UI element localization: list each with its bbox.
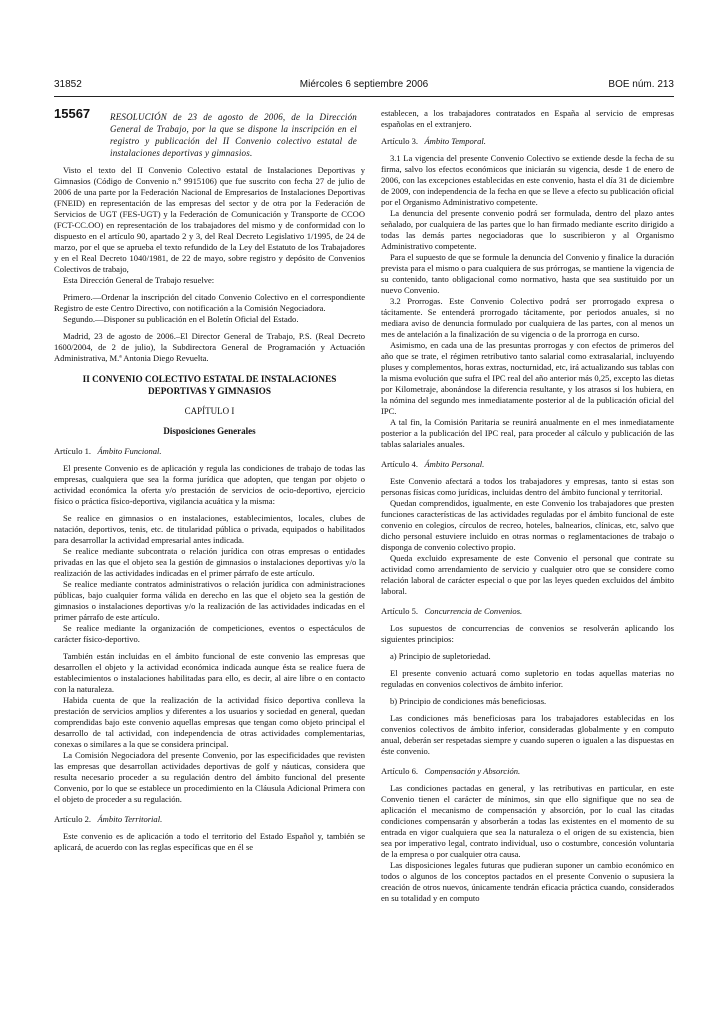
- paragraph: Este Convenio afectará a todos los trabajadores y empresas, tanto si estas son personas físicas como jurídicas, incluidas dentro del ámbito funcional y territorial.: [381, 476, 674, 497]
- paragraph: Se realice mediante subcontrata o relación jurídica con otras empresas o entidades privadas en las que el objeto sea la gestión de gimnasios o instalaciones deportivas y/o la realización de las actividades indicadas en el primer párrafo de este artículo.: [54, 546, 365, 578]
- resolution-number: 15567: [54, 106, 91, 121]
- paragraph: El presente convenio actuará como supletorio en todas aquellas materias no reguladas en convenios colectivos de ámbito inferior.: [381, 668, 674, 689]
- paragraph: Los supuestos de concurrencias de convenios se resolverán aplicando los siguientes principios:: [381, 623, 674, 644]
- right-column: [381, 108, 674, 904]
- paragraph: A tal fin, la Comisión Paritaria se reunirá anualmente en el mes inmediatamente posterior a la publicación del IPC real, para proceder al cálculo y publicación de las tablas salariales anuales.: [381, 417, 674, 449]
- paragraph: Asimismo, en cada una de las presuntas prorrogas y con efectos de primeros del año que se trate, el régimen retributivo tanto salarial como extrasalarial, incluyendo pluses y complementos, horas extras, nocturnidad, etc, irá actualizando sus tablas con la misma evolución que sufra el IPC real del año anterior más 0,25, excepto las dietas por Kilometraje, abonándose la diferencia resultante, y los atrasos si los hubiera, en la nómina del segundo mes inmediatamente posterior al de la publicación oficial del IPC.: [381, 340, 674, 416]
- article-heading: Artículo 5. Concurrencia de Convenios.: [381, 606, 523, 616]
- paragraph: Las condiciones más beneficiosas para los trabajadores establecidas en los convenios colectivos de ámbito inferior, consideradas globalmente y en computo anual, deberán ser respetadas siempre y cuando superen o igualen a las dispuestas en éste convenio.: [381, 713, 674, 756]
- paragraph: Quedan comprendidos, igualmente, en este Convenio los trabajadores que presten funciones características de las actividades reguladas por el ámbito funcional de este convenio en colegios, círculos de recreo, hoteles, balnearios, clínicas, etc, salvo que dicho personal estuviere incluido en otras normas o reglamentaciones de trabajo o disponga de convenio colectivo propio.: [381, 498, 674, 552]
- paragraph: Se realice en gimnasios o en instalaciones, establecimientos, locales, clubes de natación, deportivos, tenis, etc. de titularidad pública o privada, equipados o habilitados para desarrollar la actividad empresarial antes indicada.: [54, 513, 365, 545]
- paragraph: Las disposiciones legales futuras que pudieran suponer un cambio económico en todos o algunos de los conceptos pactados en el presente Convenio o supusiera la creación de otros nuevos, únicamente tendrán eficacia práctica cuando, considerados en su totalidad y en computo: [381, 860, 674, 903]
- article-heading: Artículo 3. Ámbito Temporal.: [381, 136, 486, 146]
- paragraph: Queda excluido expresamente de este Convenio el personal que contrate su actividad como arrendamiento de servicio y cualquier otro que se considere como relación laboral de carácter especial o que por las leyes queden excluidos del ámbito laboral.: [381, 553, 674, 596]
- resolution-heading: [54, 108, 365, 156]
- paragraph: Habida cuenta de que la realización de la actividad físico deportiva conlleva la prestación de servicios amplios y diferentes a los usuarios y sociedad en general, quedan comprendidas bajo este convenio aquellas empresas que tengan como objeto principal el desarrollo de tal actividad, con independencia de otras actividades complementarias, conexas o similares a la que se considera principal.: [54, 695, 365, 749]
- paragraph: Este convenio es de aplicación a todo el territorio del Estado Español y, también se aplicará, de acuerdo con las reglas específicas que en él se: [54, 831, 365, 852]
- paragraph: establecen, a los trabajadores contratados en España al servicio de empresas españolas en el extranjero.: [381, 108, 674, 129]
- list-item: a) Principio de supletoriedad.: [390, 651, 491, 661]
- paragraph: Para el supuesto de que se formule la denuncia del Convenio y finalice la duración prevista para el mismo o para cualquiera de sus prórrogas, se mantiene la vigencia de su contenido, tanto obligacional como normativo, hasta que sea sustituido por un nuevo Convenio.: [381, 252, 674, 295]
- convention-title: II CONVENIO COLECTIVO ESTATAL DE INSTALACIONES DEPORTIVAS Y GIMNASIOS: [82, 374, 337, 396]
- paragraph: Primero.—Ordenar la inscripción del citado Convenio Colectivo en el correspondiente Registro de este Centro Directivo, con notificación a la Comisión Negociadora.: [54, 292, 365, 313]
- paragraph: Esta Dirección General de Trabajo resuelve:: [63, 275, 215, 285]
- paragraph: Se realice mediante la organización de competiciones, eventos o espectáculos de carácter físico-deportivo.: [54, 623, 365, 644]
- paragraph: Se realice mediante contratos administrativos o relación jurídica con administraciones públicas, bajo cualquier forma válida en derecho en las que el objeto sea la gestión de gimnasios o instalaciones deportivas y/o la realización de las actividades indicadas en el primer párrafo de este artículo.: [54, 579, 365, 622]
- article-heading: Artículo 2. Ámbito Territorial.: [54, 814, 163, 824]
- paragraph: El presente Convenio es de aplicación y regula las condiciones de trabajo de todas las empresas, cualquiera que sea la forma jurídica que adopten, que tengan por objeto o actividad económica la oferta y/o prestación de servicios de ocio-deportivo, ejercicio físico o práctica físico-deportiva, vigilancia acuática y la misma:: [54, 463, 365, 506]
- page-header: [54, 79, 674, 93]
- journal-issue: BOE núm. 213: [608, 79, 674, 90]
- header-rule: [54, 96, 674, 97]
- list-item: b) Principio de condiciones más beneficiosas.: [390, 696, 547, 706]
- paragraph: Las condiciones pactadas en general, y las retributivas en particular, en este Convenio tienen el carácter de mínimos, sin que ello signifique que no sea de aplicación el mecanismo de compensación y absorción, por lo cual las citadas condiciones compensarán y absorberán a todas las existentes en el momento de su entrada en vigor cualquiera que sea la naturaleza o el origen de su existencia, bien sea por imperativo legal, contrato individual, uso o costumbre, concesión voluntaria de la empresa o por cualquier otra causa.: [381, 783, 674, 859]
- left-column: [54, 108, 365, 853]
- page-number: 31852: [54, 79, 82, 90]
- chapter-heading: CAPÍTULO I: [184, 406, 235, 416]
- paragraph: 3.2 Prorrogas. Este Convenio Colectivo podrá ser prorrogado expresa o tácitamente. Se entenderá prorrogado tácitamente, por periodos anuales, si no mediara aviso de denuncia formulado por cualquiera de las partes, con al menos un mes de antelación a la finalización de su vigencia o de la prorroga en curso.: [381, 296, 674, 339]
- paragraph: Madrid, 23 de agosto de 2006.–El Director General de Trabajo, P.S. (Real Decreto 1600/2004, de 2 de julio), la Subdirectora General de Programación y Actuación Administrativa, M.ª Antonia Diego Revuelta.: [54, 331, 365, 363]
- article-heading: Artículo 4. Ámbito Personal.: [381, 459, 485, 469]
- chapter-title: Disposiciones Generales: [163, 426, 256, 436]
- header-date: Miércoles 6 septiembre 2006: [299, 79, 429, 90]
- paragraph: 3.1 La vigencia del presente Convenio Colectivo se extiende desde la fecha de su firma, salvo los efectos económicos que iniciarán su vigencia, desde 1 de enero de 2006, con las excepciones establecidas en este convenio, hasta el día 31 de diciembre de 2009, con independencia de la fecha en que se lleve a efecto su publicación oficial por el Organismo Administrativo competente.: [381, 153, 674, 207]
- paragraph: La denuncia del presente convenio podrá ser formulada, dentro del plazo antes señalado, por cualquiera de las partes que lo han firmado mediante escrito dirigido a todas las demás partes negociadoras que lo suscribieron y al Organismo Administrativo competente.: [381, 208, 674, 251]
- paragraph: Segundo.—Disponer su publicación en el Boletín Oficial del Estado.: [63, 314, 299, 324]
- article-heading: Artículo 1. Ámbito Funcional.: [54, 446, 162, 456]
- paragraph: También están incluidas en el ámbito funcional de este convenio las empresas que desarrollen el objeto y la actividad económica indicada aunque ésta se realice fuera de establecimientos o instalaciones habilitadas para ello, es decir, al aire libre o en contacto con la naturaleza.: [54, 651, 365, 694]
- paragraph: La Comisión Negociadora del presente Convenio, por las especificidades que revisten las empresas que desarrollan actividades deportivas de golf y náuticas, considera que resulta necesario proceder a su regulación dentro del ámbito funcional del presente Convenio, por lo que se establece un procedimiento en la Cláusula Adicional Primera con el objeto de proceder a su regulación.: [54, 750, 365, 804]
- resolution-title: RESOLUCIÓN de 23 de agosto de 2006, de la Dirección General de Trabajo, por la que se dispone la inscripción en el registro y publicación del II Convenio colectivo estatal de instalaciones deportivas y gimnasios.: [110, 112, 357, 158]
- article-heading: Artículo 6. Compensación y Absorción.: [381, 766, 521, 776]
- paragraph: Visto el texto del II Convenio Colectivo estatal de Instalaciones Deportivas y Gimnasios (Código de Convenio n.º 9915106) que fue suscrito con fecha 27 de julio de 2006 de una parte por la Federación Nacional de Empresarios de Instalaciones Deportivas (FNEID) en representación de las empresas del sector y de otra por la Federación de Servicios de UGT (FES-UGT) y la Federación de Comunicación y Transporte de CCOO (FCT-CC.OO) en representación de los trabajadores del mismo y de conformidad con lo dispuesto en el artículo 90, apartado 2 y 3, del Real Decreto Legislativo 1/1995, de 24 de marzo, por el que se aprueba el texto refundido de la Ley del Estatuto de los Trabajadores y en el Real Decreto 1040/1981, de 22 de mayo, sobre registro y depósito de Convenios Colectivos de trabajo,: [54, 165, 365, 274]
